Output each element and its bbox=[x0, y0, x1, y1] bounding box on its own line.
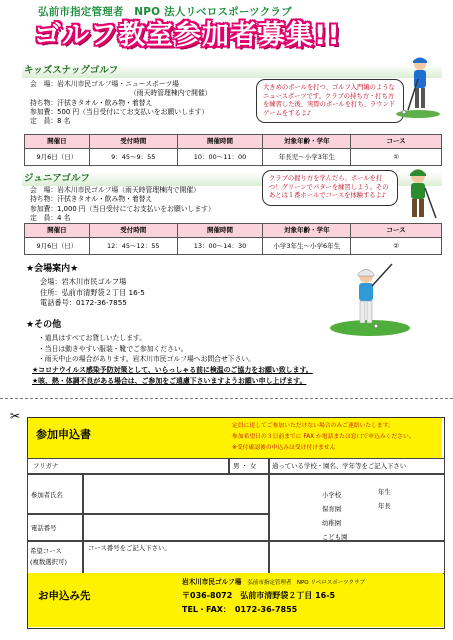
kids-table-header bbox=[25, 135, 442, 149]
contact-info bbox=[182, 577, 365, 617]
notice-deadline: 参加希望日の３日前までに FAX か電話または窓口で申込みください。 bbox=[232, 434, 415, 440]
age-label: 年長 bbox=[378, 502, 391, 510]
kids-reception: 9：45～9：55 bbox=[89, 149, 177, 166]
junior-venue-value: ：岩木川市民ゴルフ場（雨天時管理棟内で開催） bbox=[50, 186, 200, 194]
list-item: ・当日は動きやすい服装・靴でご参加ください。 bbox=[38, 344, 188, 353]
contact-address: 〒036-8072 弘前市清野袋２丁目 16-5 bbox=[182, 591, 336, 600]
covid-notes bbox=[32, 365, 313, 387]
name-label: 参加者氏名 bbox=[31, 491, 63, 499]
kids-venue-label: 会 場 bbox=[30, 80, 51, 88]
apply-to-label: お申込み先 bbox=[38, 590, 91, 602]
kids-items-value: ：汗拭きタオル・飲み物・着替え bbox=[50, 98, 153, 107]
junior-items-value: ：汗拭きタオル・飲み物・着替え bbox=[50, 195, 153, 204]
junior-schedule-table bbox=[24, 223, 442, 255]
kids-info bbox=[30, 80, 212, 126]
kids-venue-note: （雨天時管理棟内で開催） bbox=[130, 89, 212, 98]
table-row bbox=[25, 149, 442, 166]
junior-items-label: 持ち物 bbox=[30, 195, 51, 204]
grade-label: 年生 bbox=[378, 488, 391, 496]
kids-header-time: 開催時間 bbox=[177, 135, 263, 149]
venue-info bbox=[40, 277, 145, 309]
list-item: ・道具はすべてお貸しいたします。 bbox=[38, 334, 147, 342]
kids-target: 年長児～小学3年生 bbox=[263, 149, 351, 166]
kids-fee-value: ：500 円（当日受付にてお支払いをお願いします） bbox=[50, 107, 209, 116]
organizer-line: 弘前市指定管理者 NPO 法人リベロスポーツクラブ bbox=[38, 6, 292, 18]
table-row bbox=[25, 238, 442, 255]
school-field[interactable] bbox=[268, 473, 445, 542]
junior-target: 小学3年生～小学6年生 bbox=[263, 238, 351, 255]
kids-fee-label: 参加費 bbox=[30, 107, 51, 116]
school-header: 通っている学校・園名、学年等をご記入下さい bbox=[272, 462, 407, 470]
kids-header-date: 開催日 bbox=[25, 135, 90, 149]
junior-course: ② bbox=[351, 238, 442, 255]
junior-speech-bubble: クラブの握り方を学んだら、ボールを打つ！グリーンでパターを練習しよう。そのあとは１番ホールでコースを体験するよ♪ bbox=[262, 170, 398, 206]
kids-course: ① bbox=[351, 149, 442, 166]
kids-venue-value: ：岩木川市民ゴルフ場・ニュースポーツ場 bbox=[50, 80, 179, 88]
kids-time: 10：00～11：00 bbox=[177, 149, 263, 166]
kids-capacity-label: 定 員 bbox=[30, 117, 51, 126]
kids-date: 9月6日（日） bbox=[25, 149, 90, 166]
form-title: 参加申込書 bbox=[36, 428, 91, 441]
list-item: ・雨天中止の場合があります。岩木川市民ゴルフ場へお問合せ下さい。 bbox=[38, 355, 255, 363]
junior-capacity-value: ：4 名 bbox=[50, 213, 71, 222]
golfer-swing-illustration bbox=[330, 262, 412, 336]
venue-line-name: 会場：岩木川市民ゴルフ場 bbox=[40, 277, 127, 286]
school-type-elementary: 小学校 bbox=[322, 491, 342, 499]
contact-org-manager: 弘前市指定管理者 NPO リベロスポーツクラブ bbox=[247, 580, 365, 586]
junior-header-reception: 受付時間 bbox=[89, 224, 177, 238]
junior-info bbox=[30, 186, 215, 223]
course-sublabel: (複数選択可) bbox=[30, 558, 67, 566]
school-type-kindergarten: 幼稚園 bbox=[322, 519, 342, 527]
golfer-putting-illustration bbox=[398, 54, 442, 118]
other-notes bbox=[38, 333, 255, 365]
furigana-label: フリガナ bbox=[33, 462, 59, 470]
junior-header-time: 開催時間 bbox=[177, 224, 263, 238]
gender-options: 男 ・ 女 bbox=[233, 462, 257, 470]
junior-header-date: 開催日 bbox=[25, 224, 90, 238]
junior-capacity-label: 定 員 bbox=[30, 213, 51, 222]
kids-items-label: 持ち物 bbox=[30, 98, 51, 107]
junior-fee-value: ：1,000 円（当日受付にてお支払いをお願いします） bbox=[50, 204, 215, 213]
name-field[interactable] bbox=[82, 473, 270, 515]
other-heading: ★その他 bbox=[26, 320, 62, 330]
contact-org-name: 岩木川市民ゴルフ場 bbox=[182, 578, 242, 586]
course-extra-cell bbox=[268, 540, 445, 574]
junior-venue-label: 会 場 bbox=[30, 186, 51, 194]
junior-header-target: 対象年齢・学年 bbox=[263, 224, 351, 238]
page-title: ゴルフ教室参加者募集!! bbox=[34, 20, 341, 51]
cut-line bbox=[0, 398, 453, 399]
course-label-group bbox=[30, 546, 67, 568]
junior-table-header bbox=[25, 224, 442, 238]
kids-header-course: コース bbox=[351, 135, 442, 149]
child-golfer-illustration bbox=[396, 166, 440, 222]
junior-section-title: ジュニアゴルフ bbox=[24, 173, 90, 184]
kids-capacity-value: ：8 名 bbox=[50, 117, 71, 126]
list-item: ★咳、熱・体調不良がある場合は、ご参加をご遠慮下さいますようお願い申し上げます。 bbox=[32, 377, 307, 385]
junior-fee-label: 参加費 bbox=[30, 204, 51, 213]
school-type-kodomoen: こども園 bbox=[322, 533, 348, 541]
junior-reception: 12：45～12：55 bbox=[89, 238, 177, 255]
list-item: ★コロナウイルス感染予防対策として、いらっしゃる前に検温のご協力をお願い致します。 bbox=[32, 366, 313, 374]
venue-line-phone: 電話番号：0172-36-7855 bbox=[40, 298, 127, 307]
junior-date: 9月6日（日） bbox=[25, 238, 90, 255]
phone-field[interactable] bbox=[82, 513, 270, 542]
school-types bbox=[322, 488, 348, 544]
venue-heading: ★会場案内★ bbox=[26, 264, 79, 274]
notice-late: ※受付確認後の申込みは受け付けません bbox=[232, 445, 336, 451]
kids-schedule-table bbox=[24, 134, 442, 166]
junior-time: 13：00～14：30 bbox=[177, 238, 263, 255]
contact-tel: TEL・FAX： 0172-36-7855 bbox=[182, 605, 298, 614]
kids-speech-bubble: 大きめのボールを打つ、ゴルフ入門編のようなニュースポーツです。クラブの持ち方・打ち方を練習した後、実際のボールを打ち、ラウンドゲームをするよ♪ bbox=[256, 79, 404, 123]
school-type-nursery: 保育園 bbox=[322, 505, 342, 513]
junior-header-course: コース bbox=[351, 224, 442, 238]
kids-section-title: キッズスナッグゴルフ bbox=[24, 65, 119, 76]
scissors-icon: ✂ bbox=[10, 409, 21, 423]
kids-header-reception: 受付時間 bbox=[89, 135, 177, 149]
course-label: 希望コース bbox=[30, 547, 62, 555]
phone-label: 電話番号 bbox=[31, 524, 57, 532]
course-hint: コース番号をご記入下さい。 bbox=[88, 544, 171, 552]
kids-header-target: 対象年齢・学年 bbox=[263, 135, 351, 149]
notice-capacity: 定員に達してご参加いただけない場合のみご連絡いたします。 bbox=[232, 423, 394, 429]
venue-line-address: 住所：弘前市清野袋２丁目 16-5 bbox=[40, 287, 145, 297]
form-notices bbox=[232, 421, 415, 454]
